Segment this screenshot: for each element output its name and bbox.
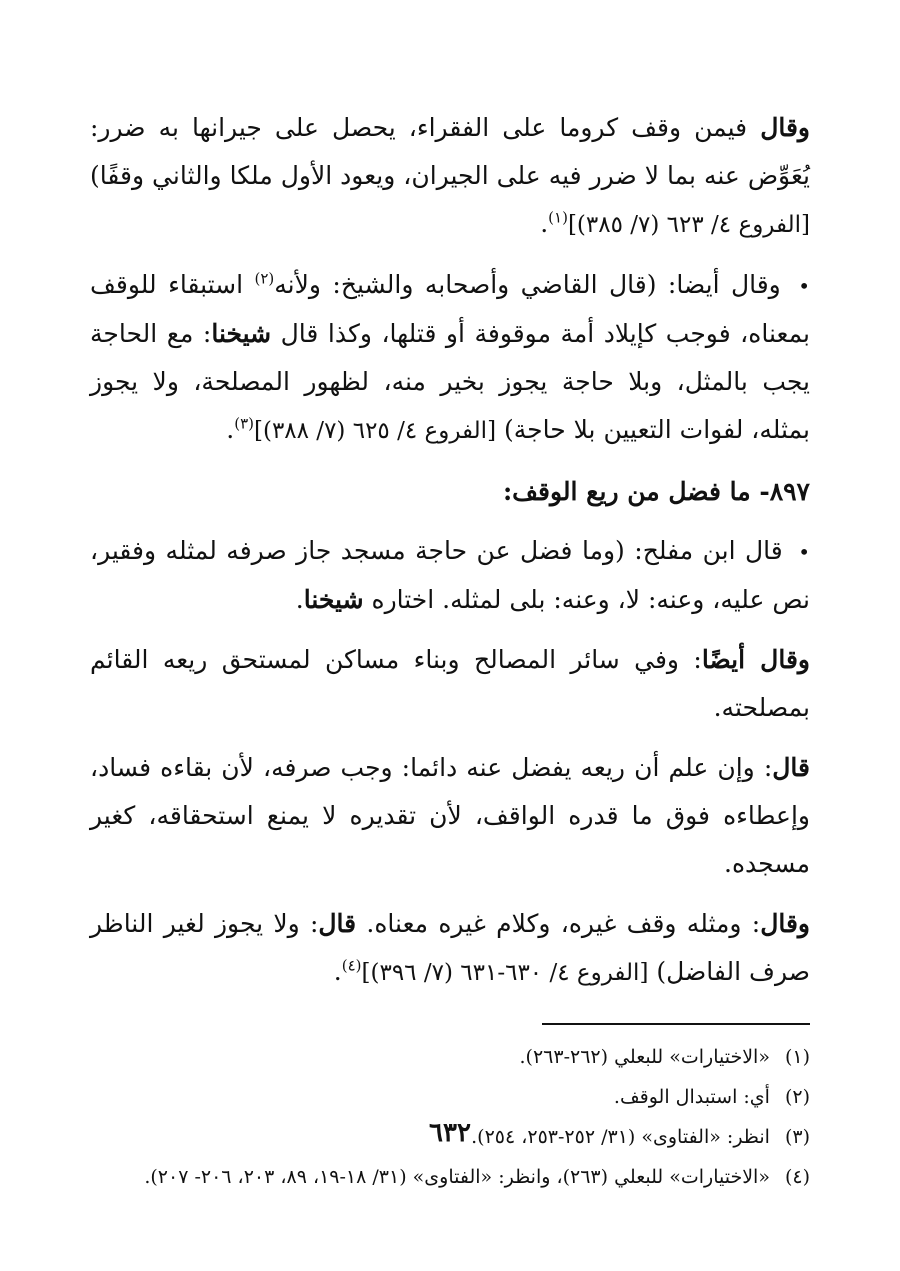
lead-word: وقال أيضًا [701,645,810,674]
paragraph-end: . [226,415,235,444]
paragraph-4 [90,636,810,732]
footnote-separator [542,1023,810,1025]
paragraph-2 [90,261,810,455]
shaykh-term: شيخنا [211,319,272,348]
paragraph-5 [90,744,810,888]
footnote-number: (١) [784,1046,810,1068]
footnote-number: (٣) [784,1126,810,1148]
footnote-marker: (٣) [234,414,254,433]
footnote-text: أي: استبدال الوقف. [613,1086,770,1108]
bullet-icon: • [798,540,810,564]
paragraph-text: : وإن علم أن ريعه يفضل عنه دائما: وجب صرفه، لأن بقاءه فساد، وإعطاءه فوق ما قدره الواقف، لأن تقديره لا يمنع استحقاقه، كغير مسجده. [90,753,810,878]
footnote-marker: (٢) [254,269,275,288]
paragraph-1 [90,104,810,249]
source-reference: [الفروع ٤/ ٦٢٣ (٧/ ٣٨٥)] [567,212,810,238]
paragraph-text: : وفي سائر المصالح وبناء مساكن لمستحق ريعه القائم بمصلحته. [90,645,810,722]
paragraph-end: . [333,957,342,986]
paragraph-text: : مع الحاجة يجب بالمثل، وبلا حاجة يجوز بخير منه، لظهور المصلحة، ولا يجوز بمثله، لفوات التعيين بلا حاجة) [90,319,810,444]
footnote-text: انظر: «الفتاوى» (٣١/ ٢٥٢-٢٥٣، ٢٥٤). [471,1126,770,1148]
lead-word: وقال [760,909,810,938]
source-reference: [الفروع ٤/ ٦٣٠-٦٣١ (٧/ ٣٩٦)] [361,960,649,986]
paragraph-text: فيمن وقف كروما على الفقراء، يحصل على جيرانها به ضرر: يُعَوِّض عنه بما لا ضرر فيه على الجيران، ويعود الأول ملكا والثاني وقفًا) [90,113,810,190]
footnote-4 [90,1157,810,1197]
footnote-2 [90,1077,810,1117]
paragraph-end: . [295,585,304,614]
paragraph-text: استبقاء للوقف بمعناه، فوجب كإيلاد أمة موقوفة أو قتلها، وكذا قال [90,270,810,348]
footnote-marker: (٤) [341,956,362,975]
page-number: ٦٣٢ [429,1118,471,1148]
bullet-icon: • [798,274,810,298]
paragraph-text: : ولا يجوز لغير الناظر صرف الفاضل) [90,909,810,986]
lead-word: وقال [760,113,810,142]
footnote-text: «الاختيارات» للبعلي (٢٦٣)، وانظر: «الفتاوى» (٣١/ ١٨-١٩، ٨٩، ٢٠٣، ٢٠٦- ٢٠٧). [144,1166,770,1188]
paragraph-text: وقال أيضا: (قال القاضي وأصحابه والشيخ: ولأنه [274,270,781,299]
footnote-text: «الاختيارات» للبعلي (٢٦٢-٢٦٣). [519,1046,770,1068]
lead-word-2: قال [318,909,357,938]
footnote-number: (٢) [784,1086,810,1108]
footnote-marker: (١) [548,208,568,227]
lead-word: قال [772,753,810,782]
paragraph-6 [90,900,810,997]
footnote-1 [90,1037,810,1077]
source-reference: [الفروع ٤/ ٦٢٥ (٧/ ٣٨٨)] [253,418,497,444]
section-heading: ٨٩٧- ما فضل من ريع الوقف: [502,477,810,506]
footnote-number: (٤) [784,1166,810,1188]
shaykh-term: شيخنا [303,585,364,614]
paragraph-text: : ومثله وقف غيره، وكلام غيره معناه. [356,909,761,938]
paragraph-text: قال ابن مفلح: (وما فضل عن حاجة مسجد جاز صرفه لمثله وفقير، نص عليه، وعنه: لا، وعنه: بلى لمثله. اختاره [90,536,810,614]
footnotes [90,1037,810,1197]
paragraph-3 [90,527,810,624]
paragraph-end: . [540,209,549,238]
